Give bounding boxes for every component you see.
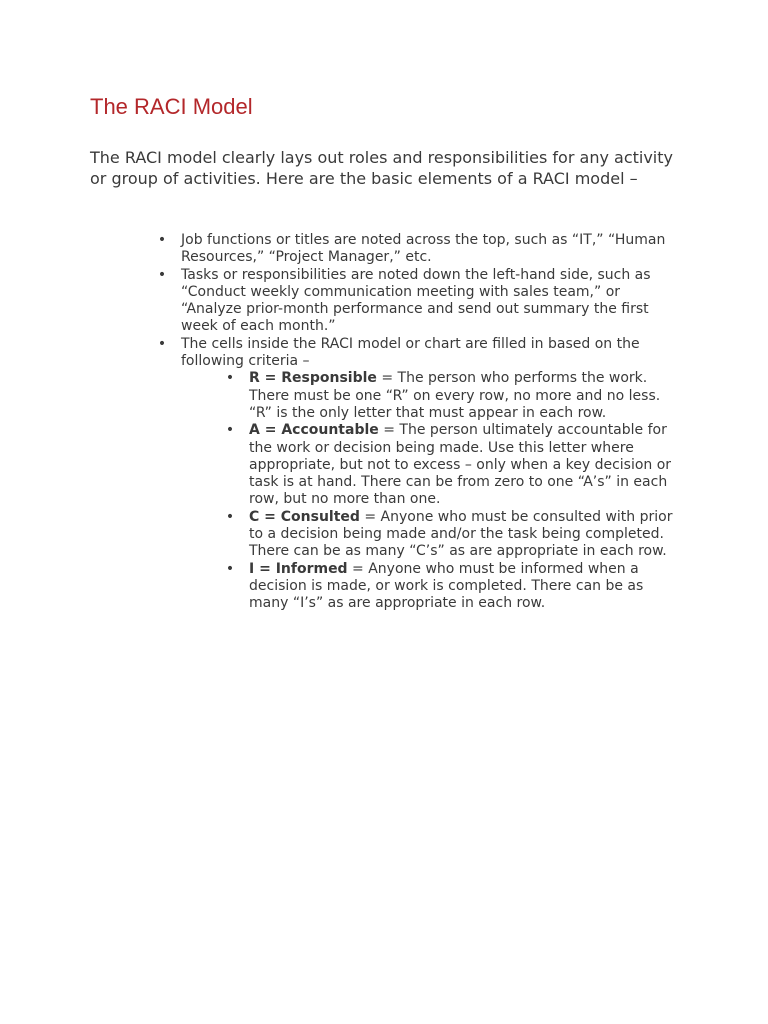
bullet-icon: •: [225, 560, 235, 577]
criteria-item-consulted: [225, 508, 681, 561]
criteria-definition: = Anyone who must be informed when a decision is made, or work is completed. There can be as many “I’s” as are appropriate in each row.: [249, 560, 644, 612]
criteria-item-accountable: [225, 422, 681, 508]
bullet-icon: •: [225, 370, 235, 387]
bullet-icon: •: [157, 232, 167, 248]
bullet-icon: •: [157, 335, 167, 352]
list-item: [157, 335, 681, 613]
criteria-list: [225, 370, 681, 612]
criteria-term: C = Consulted: [249, 508, 360, 525]
criteria-definition: = The person ultimately accountable for the work or decision being made. Use this letter where appropriate, but not to excess – only when a key decision or task is at hand. There can be from zero to one “A’s” in each row, but no more than one.: [249, 422, 672, 508]
list-item-text: The cells inside the RACI model or chart are filled in based on the following criteria –: [181, 335, 640, 370]
criteria-item-responsible: [225, 370, 681, 422]
list-item: [157, 266, 681, 336]
criteria-term: A = Accountable: [249, 422, 379, 439]
bullet-list: [157, 232, 681, 613]
intro-paragraph: The RACI model clearly lays out roles and responsibilities for any activity or group of activities. Here are the basic elements of a RACI model –: [90, 148, 673, 188]
criteria-term: I = Informed: [249, 560, 348, 577]
list-item: [157, 232, 681, 267]
bullet-icon: •: [225, 422, 235, 439]
bullet-icon: •: [225, 508, 235, 525]
criteria-item-informed: [225, 560, 681, 613]
list-item-text: Tasks or responsibilities are noted down the left-hand side, such as “Conduct weekly communication meeting with sales team,” or “Analyze prior-month performance and send out summary the first week of each month.”: [181, 266, 651, 335]
page-title: The RACI Model: [90, 94, 253, 119]
list-item-text: Job functions or titles are noted across the top, such as “IT,” “Human Resources,” “Project Manager,” etc.: [181, 232, 666, 266]
criteria-definition: = The person who performs the work. There must be one “R” on every row, no more and no less. “R” is the only letter that must appear in each row.: [249, 370, 661, 421]
criteria-term: R = Responsible: [249, 370, 377, 387]
criteria-definition: = Anyone who must be consulted with prior to a decision being made and/or the task being completed. There can be as many “C’s” as are appropriate in each row.: [249, 508, 673, 560]
bullet-icon: •: [157, 266, 167, 283]
